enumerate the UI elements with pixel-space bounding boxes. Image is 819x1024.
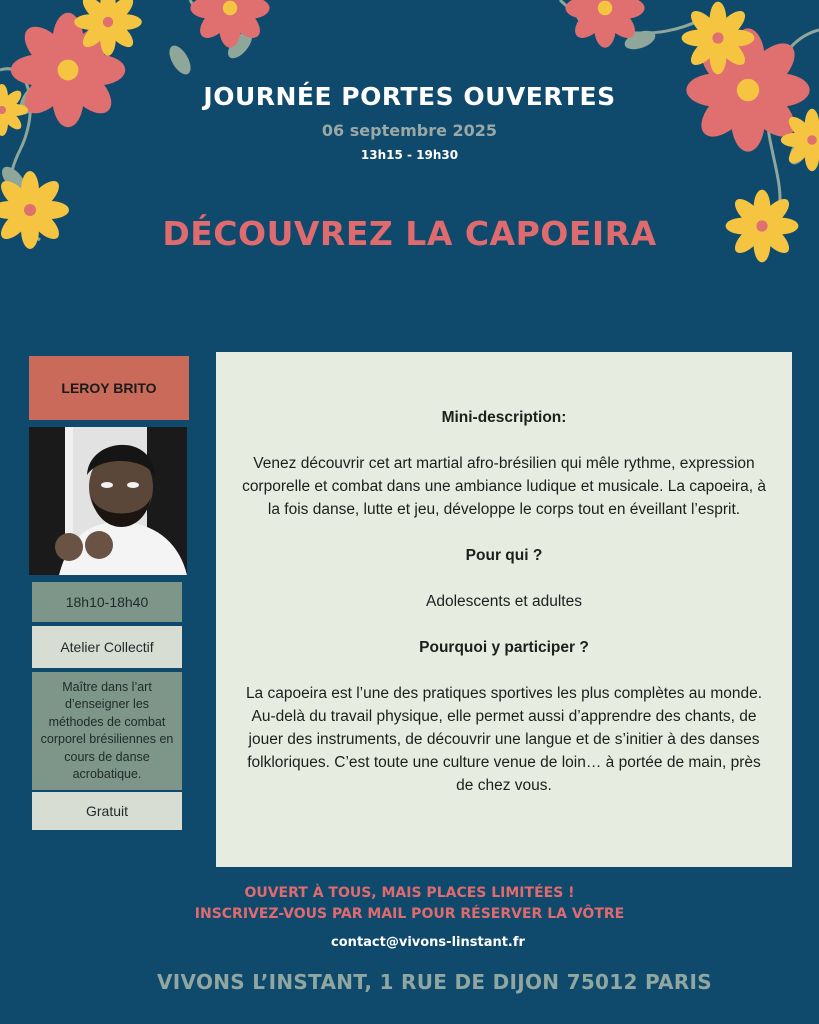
- venue-address: VIVONS L’INSTANT, 1 RUE DE DIJON 75012 PARIS: [157, 970, 712, 994]
- session-type: Atelier Collectif: [32, 626, 182, 668]
- event-time: 13h15 - 19h30: [360, 148, 459, 162]
- header: [0, 82, 819, 162]
- session-price: Gratuit: [32, 792, 182, 830]
- contact-email[interactable]: contact@vivons-linstant.fr: [331, 935, 525, 950]
- event-title: JOURNÉE PORTES OUVERTES: [203, 82, 616, 111]
- footer-register-notice: INSCRIVEZ-VOUS PAR MAIL POUR RÉSERVER LA VÔTRE: [194, 906, 625, 922]
- session-description: Maître dans l’art d’enseigner les méthodes de combat corporel brésiliennes en cours de danse acrobatique.: [32, 672, 182, 790]
- why-text: La capoeira est l’une des pratiques sportives les plus complètes au monde. Au-delà du travail physique, elle permet aussi d’apprendre des chants, de jouer des instruments, de découvrir une langue et de s’initier à des danses folkloriques. C’est toute une culture venue de loin… à portée de main, près de chez vous.: [245, 685, 763, 794]
- for-who-heading: Pour qui ?: [465, 547, 543, 564]
- event-date: 06 septembre 2025: [321, 121, 498, 140]
- for-who-text: Adolescents et adultes: [426, 593, 582, 610]
- instructor-name: LEROY BRITO: [29, 356, 189, 420]
- main-heading: DÉCOUVREZ LA CAPOEIRA: [162, 214, 657, 253]
- mini-description-heading: Mini-description:: [441, 409, 567, 426]
- why-heading: Pourquoi y participer ?: [419, 639, 589, 656]
- description-panel: [216, 352, 792, 867]
- footer-open-notice: OUVERT À TOUS, MAIS PLACES LIMITÉES !: [244, 885, 575, 901]
- mini-description-text: Venez découvrir cet art martial afro-brésilien qui mêle rythme, expression corporelle et combat dans une ambiance ludique et musicale. La capoeira, à la fois danse, lutte et jeu, développe le corps tout en éveillant l’esprit.: [242, 455, 766, 518]
- instructor-photo: [29, 427, 187, 575]
- session-time: 18h10-18h40: [32, 582, 182, 622]
